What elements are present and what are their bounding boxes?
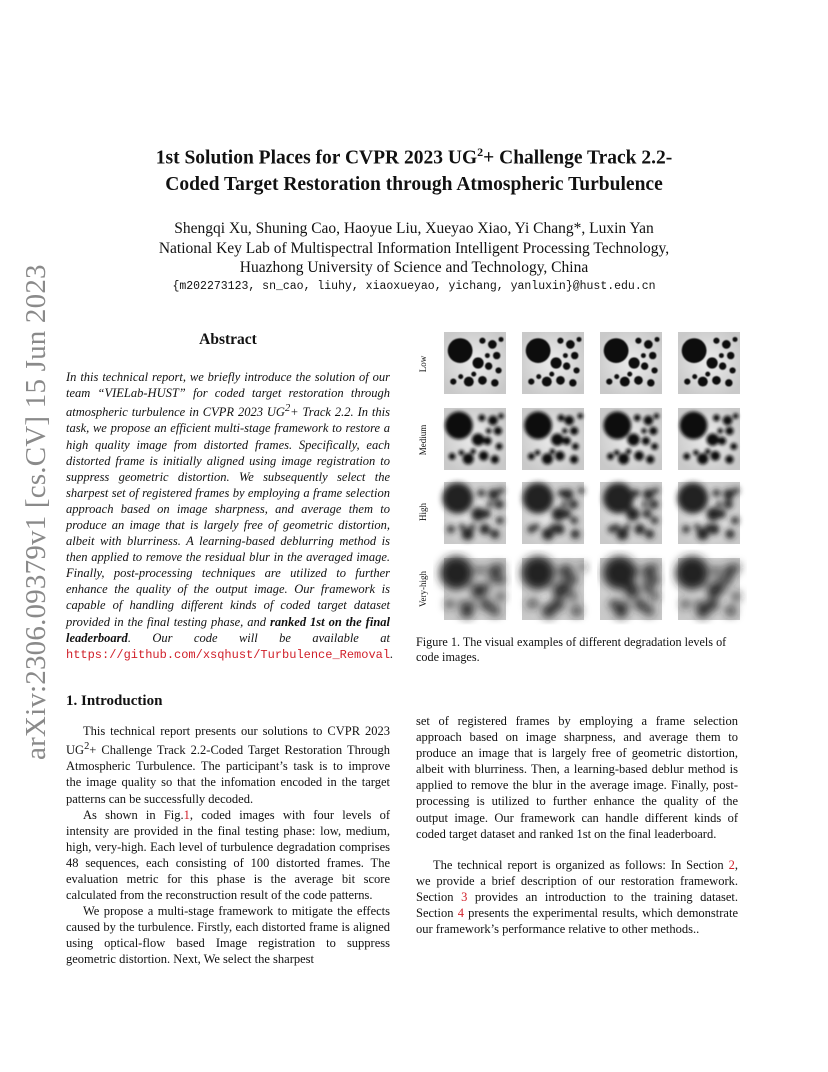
degradation-thumbnail (678, 482, 740, 544)
degradation-thumbnail (600, 332, 662, 394)
intro-p1-b: + Challenge Track 2.2-Coded Target Restoration Through Atmospheric Turbulence. The participant’s task is to improve the image quality so that the infomation encoded in the target patterns can be successfully decoded. (66, 743, 390, 806)
figure-degradation-examples (416, 330, 754, 620)
author-block (100, 219, 728, 278)
right-paragraph-2 (416, 857, 738, 937)
code-url-link[interactable]: https://github.com/xsqhust/Turbulence_Removal (66, 647, 391, 662)
row-label-low: Low (418, 355, 428, 373)
arxiv-identifier: arXiv:2306.09379v1 [cs.CV] 15 Jun 2023 (20, 264, 52, 760)
degradation-thumbnail (522, 332, 584, 394)
right-p2-c: provides an introduction to the training dataset. Section (416, 889, 738, 921)
abstract-text-a: In this technical report, we briefly introduce the solution of our team “VIELab-HUST” for coded target restoration through atmospheric turbulence in CVPR 2023 UG (66, 370, 390, 420)
abstract-sup: 2 (284, 403, 291, 415)
figure-caption: Figure 1. The visual examples of different degradation levels of code images. (416, 635, 727, 664)
intro-p1-a: This technical report presents our solutions to CVPR 2023 UG (66, 724, 390, 758)
right-p2-b: , we provide a brief description of our restoration framework. Section (416, 857, 738, 904)
degradation-thumbnail (521, 556, 586, 620)
intro-p2-a: As shown in Fig. (83, 807, 184, 822)
affiliation-line1: National Key Lab of Multispectral Information Intelligent Processing Technology, (158, 239, 670, 257)
degradation-thumbnail (444, 408, 506, 470)
degradation-thumbnail (678, 408, 740, 470)
abstract-body (66, 369, 394, 663)
introduction-left-column (66, 723, 390, 968)
intro-paragraph-2 (66, 807, 390, 904)
section-4-ref-link[interactable]: 4 (457, 906, 464, 921)
right-p2-d: presents the experimental results, which demonstrate our framework’s performance relative to other methods.. (416, 906, 738, 937)
degradation-thumbnail (440, 556, 506, 620)
degradation-thumbnail (600, 556, 662, 620)
degradation-thumbnail (678, 332, 740, 394)
affiliation-line2: Huazhong University of Science and Technology, China (239, 259, 589, 276)
abstract-bold-claim: ranked 1st on the final leaderboard (66, 614, 390, 645)
title-sup: 2 (477, 145, 484, 159)
intro-paragraph-1 (66, 723, 390, 807)
degradation-thumbnail (600, 408, 662, 470)
right-p2-a: The technical report is organized as follows: In Section (433, 857, 729, 872)
row-label-medium: Medium (418, 424, 428, 456)
title-line2: Coded Target Restoration through Atmospheric Turbulence (165, 173, 663, 195)
title-line1-post: + Challenge Track 2.2- (483, 147, 673, 169)
abstract-text-b: + Track 2.2. In this task, we propose an efficient multi-stage framework to restore a high quality image from distorted frames. Specifically, each distorted frame is initially aligned using image registration to suppress geometric distortion. We subsequently select the sharpest set of registered frames by employing a frame selection approach based on image sharpness, and average them to produce an image that is largely free of geometric distortion, albeit with blurriness. A learning-based deblurring method is then applied to remove the residual blur in the averaged image. Finally, post-processing techniques are utilized to further enhance the quality of the output image. Our framework is capable of handling different kinds of coded target dataset provided in the final testing phase, and (66, 405, 390, 629)
right-paragraph-1: set of registered frames by employing a frame selection approach based on image sharpness, and average them to produce an image that is largely free of geometric distortion, albeit with blurriness. Then, a learning-based deblur method is applied to remove the blur in the average image. Finally, post-processing is utilized to further enhance the quality of the output image. Our framework can handle different kinds of coded target dataset and ranked 1st on the final leaderboard. (416, 714, 738, 841)
intro-p1-sup: 2 (84, 741, 90, 753)
degradation-thumbnail (522, 408, 584, 470)
intro-p2-b: , coded images with four levels of intensity are provided in the final testing phase: low, medium, high, very-high. Each level of turbulence degradation comprises 48 sequences, each consisting of 100 distorted frames. The evaluation metric for this phase is the average bit score calculated from the reconstruction result of the code patterns. (66, 807, 390, 903)
section-2-ref-link[interactable]: 2 (728, 857, 735, 872)
figure-image-grid (416, 330, 754, 620)
abstract-text-c: . Our code will be available at (127, 630, 390, 645)
degradation-thumbnail (522, 482, 585, 544)
abstract-end: . (390, 646, 394, 661)
author-emails: {m202273123, sn_cao, liuhy, xiaoxueyao, yichang, yanluxin}@hust.edu.cn (172, 280, 656, 293)
intro-paragraph-3: We propose a multi-stage framework to mitigate the effects caused by the turbulence. Firstly, each distorted frame is aligned using optical-flow based Image registration to suppress geometric distortion. Next, We select the sharpest (66, 904, 390, 967)
paper-title (100, 139, 728, 198)
title-line1-pre: 1st Solution Places for CVPR 2023 UG (155, 147, 478, 169)
introduction-heading: 1. Introduction (66, 693, 163, 709)
figure-ref-link[interactable]: 1 (183, 807, 190, 822)
introduction-right-column (416, 713, 738, 937)
degradation-thumbnail (600, 482, 662, 544)
author-names: Shengqi Xu, Shuning Cao, Haoyue Liu, Xueyao Xiao, Yi Chang*, Luxin Yan (174, 220, 654, 237)
degradation-thumbnail (444, 332, 506, 394)
row-label-high: High (418, 503, 428, 521)
row-label-very-high: Very-high (418, 571, 428, 607)
degradation-thumbnail (442, 482, 506, 544)
section-3-ref-link[interactable]: 3 (461, 889, 468, 904)
abstract-heading: Abstract (199, 331, 257, 348)
degradation-thumbnail (675, 556, 740, 620)
